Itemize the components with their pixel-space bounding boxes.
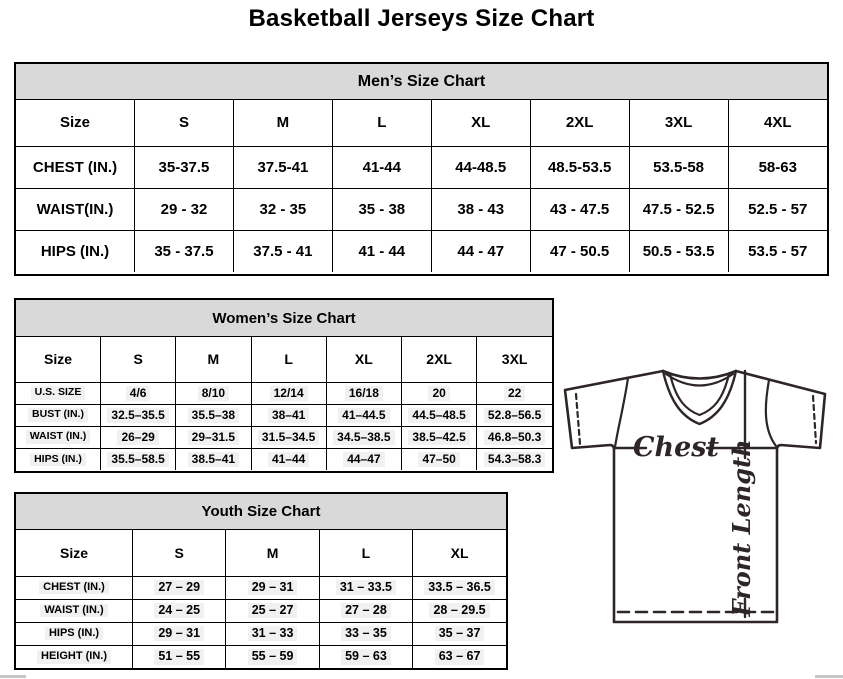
value-cell: 29 – 31 (133, 622, 226, 645)
column-header: S (135, 100, 234, 146)
value-cell: 38.5–41 (176, 448, 251, 470)
value-cell: 41 - 44 (332, 230, 431, 272)
size-header-row (16, 530, 506, 576)
value-cell: 35.5–38 (176, 404, 251, 426)
value-cell: 44-48.5 (431, 146, 530, 188)
row-label: WAIST(IN.) (16, 188, 135, 230)
value-cell: 37.5-41 (233, 146, 332, 188)
value-cell: 31 – 33 (226, 622, 319, 645)
value-cell: 51 – 55 (133, 645, 226, 668)
value-cell: 4/6 (101, 382, 176, 404)
value-cell: 54.3–58.3 (477, 448, 552, 470)
value-cell: 35-37.5 (135, 146, 234, 188)
value-cell: 37.5 - 41 (233, 230, 332, 272)
value-cell: 44 - 47 (431, 230, 530, 272)
value-cell: 35 - 37.5 (135, 230, 234, 272)
table-row (16, 448, 552, 470)
value-cell: 33.5 – 36.5 (413, 576, 506, 599)
column-header: Size (16, 530, 133, 576)
row-label: WAIST (IN.) (16, 599, 133, 622)
jersey-left-armhole-seam (615, 378, 628, 447)
row-label: CHEST (IN.) (16, 146, 135, 188)
jersey-right-armhole-seam (766, 380, 776, 446)
column-header: 2XL (530, 100, 629, 146)
table-row (16, 230, 827, 272)
value-cell: 27 – 28 (319, 599, 412, 622)
row-label: HIPS (IN.) (16, 448, 101, 470)
womens-size-chart (14, 298, 554, 473)
value-cell: 29 - 32 (135, 188, 234, 230)
value-cell: 35 – 37 (413, 622, 506, 645)
chest-label: Chest (633, 432, 719, 463)
value-cell: 20 (402, 382, 477, 404)
column-header: XL (431, 100, 530, 146)
column-header: XL (413, 530, 506, 576)
value-cell: 47–50 (402, 448, 477, 470)
jersey-right-cuff-dashed (813, 396, 816, 443)
table-row (16, 146, 827, 188)
column-header: M (233, 100, 332, 146)
column-header: L (332, 100, 431, 146)
table-row (16, 426, 552, 448)
value-cell: 34.5–38.5 (326, 426, 401, 448)
column-header: L (319, 530, 412, 576)
value-cell: 47 - 50.5 (530, 230, 629, 272)
value-cell: 35 - 38 (332, 188, 431, 230)
size-header-row (16, 100, 827, 146)
womens-size-table (16, 337, 552, 470)
row-label: HIPS (IN.) (16, 230, 135, 272)
value-cell: 12/14 (251, 382, 326, 404)
value-cell: 41-44 (332, 146, 431, 188)
table-row (16, 622, 506, 645)
size-header-row (16, 337, 552, 382)
table-row (16, 645, 506, 668)
value-cell: 47.5 - 52.5 (629, 188, 728, 230)
youth-size-chart (14, 492, 508, 670)
value-cell: 44.5–48.5 (402, 404, 477, 426)
value-cell: 50.5 - 53.5 (629, 230, 728, 272)
front-length-label: Front Length (727, 439, 756, 617)
value-cell: 33 – 35 (319, 622, 412, 645)
value-cell: 28 – 29.5 (413, 599, 506, 622)
row-label: U.S. SIZE (16, 382, 101, 404)
value-cell: 27 – 29 (133, 576, 226, 599)
column-header: Size (16, 337, 101, 382)
jersey-outline (565, 371, 825, 622)
jersey-collar-back (663, 371, 736, 379)
column-header: XL (326, 337, 401, 382)
table-row (16, 382, 552, 404)
value-cell: 48.5-53.5 (530, 146, 629, 188)
row-label: HEIGHT (IN.) (16, 645, 133, 668)
scrollbar-fragment-left (0, 675, 26, 678)
mens-chart-title: Men’s Size Chart (16, 64, 827, 100)
mens-size-chart (14, 62, 829, 276)
value-cell: 63 – 67 (413, 645, 506, 668)
table-row (16, 599, 506, 622)
column-header: 2XL (402, 337, 477, 382)
youth-chart-title: Youth Size Chart (16, 494, 506, 530)
row-label: BUST (IN.) (16, 404, 101, 426)
womens-chart-title: Women’s Size Chart (16, 300, 552, 337)
page-title: Basketball Jerseys Size Chart (248, 5, 595, 32)
table-row (16, 576, 506, 599)
column-header: S (133, 530, 226, 576)
column-header: 3XL (629, 100, 728, 146)
value-cell: 29 – 31 (226, 576, 319, 599)
value-cell: 35.5–58.5 (101, 448, 176, 470)
youth-size-table (16, 530, 506, 668)
value-cell: 29–31.5 (176, 426, 251, 448)
value-cell: 32 - 35 (233, 188, 332, 230)
value-cell: 44–47 (326, 448, 401, 470)
value-cell: 24 – 25 (133, 599, 226, 622)
jersey-left-cuff-dashed (576, 394, 580, 444)
value-cell: 32.5–35.5 (101, 404, 176, 426)
table-row (16, 404, 552, 426)
value-cell: 22 (477, 382, 552, 404)
value-cell: 38–41 (251, 404, 326, 426)
scrollbar-fragment-right (815, 675, 843, 678)
column-header: M (176, 337, 251, 382)
value-cell: 52.5 - 57 (728, 188, 827, 230)
value-cell: 8/10 (176, 382, 251, 404)
value-cell: 25 – 27 (226, 599, 319, 622)
value-cell: 16/18 (326, 382, 401, 404)
value-cell: 43 - 47.5 (530, 188, 629, 230)
value-cell: 26–29 (101, 426, 176, 448)
column-header: S (101, 337, 176, 382)
column-header: 4XL (728, 100, 827, 146)
column-header: M (226, 530, 319, 576)
value-cell: 53.5 - 57 (728, 230, 827, 272)
value-cell: 52.8–56.5 (477, 404, 552, 426)
row-label: HIPS (IN.) (16, 622, 133, 645)
value-cell: 41–44.5 (326, 404, 401, 426)
value-cell: 55 – 59 (226, 645, 319, 668)
value-cell: 31 – 33.5 (319, 576, 412, 599)
table-row (16, 188, 827, 230)
jersey-measurement-diagram (558, 360, 843, 645)
value-cell: 46.8–50.3 (477, 426, 552, 448)
column-header: Size (16, 100, 135, 146)
value-cell: 31.5–34.5 (251, 426, 326, 448)
row-label: WAIST (IN.) (16, 426, 101, 448)
value-cell: 38.5–42.5 (402, 426, 477, 448)
value-cell: 38 - 43 (431, 188, 530, 230)
value-cell: 41–44 (251, 448, 326, 470)
value-cell: 59 – 63 (319, 645, 412, 668)
mens-size-table (16, 100, 827, 272)
row-label: CHEST (IN.) (16, 576, 133, 599)
value-cell: 53.5-58 (629, 146, 728, 188)
column-header: L (251, 337, 326, 382)
value-cell: 58-63 (728, 146, 827, 188)
column-header: 3XL (477, 337, 552, 382)
